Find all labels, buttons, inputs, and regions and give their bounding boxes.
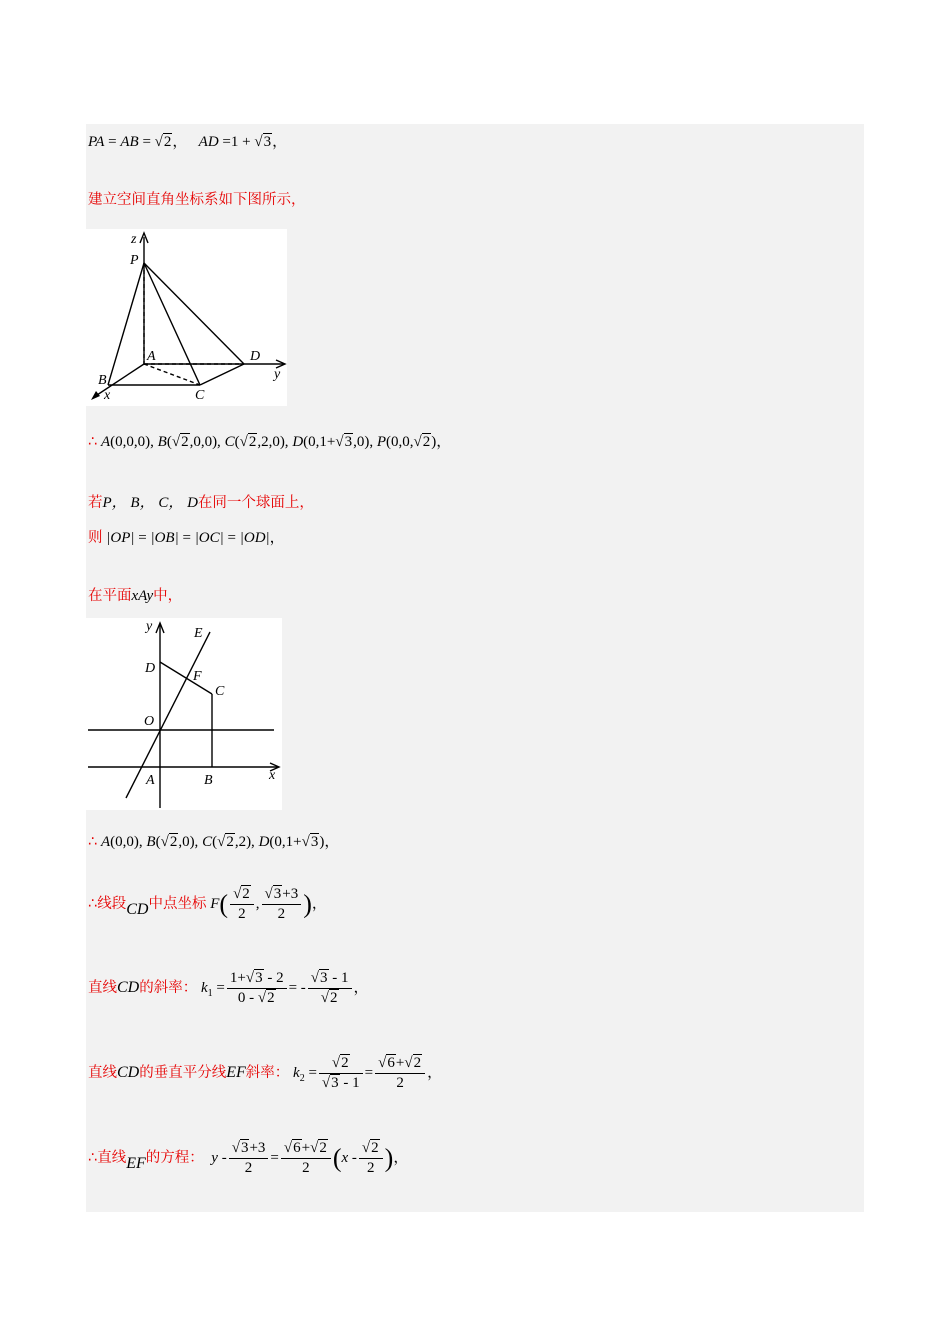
given-lengths: PA = AB = √2， AD =1 + √3， (88, 134, 288, 150)
label-C: C (195, 388, 205, 403)
setup-text: 建立空间直角坐标系如下图所示， (88, 192, 306, 208)
points-2d: ∴ A(0,0), B(√2,0), C(√2,2), D(0,1+√3)， (88, 834, 340, 850)
label-C2: C (215, 684, 225, 699)
slope-ef-line: 直线CD的垂直平分线EF斜率： $k_2$ = $\frac{√2}{√3 - 1}$ = $\frac{√6+√2}{2}$ ， (88, 1055, 443, 1091)
plane-text: 在平面xAy中， (88, 588, 183, 604)
figure-2d-plane (86, 618, 282, 810)
figure-3d-pyramid (86, 229, 287, 406)
label-y2: y (146, 619, 153, 634)
label-D2: D (145, 661, 156, 676)
label-P: P (130, 253, 139, 268)
label-B2: B (204, 773, 213, 788)
label-O: O (144, 714, 155, 729)
label-y: y (274, 367, 281, 382)
label-B: B (98, 373, 107, 388)
label-F: F (193, 669, 202, 684)
sphere-condition: 若P， B， C， D在同一个球面上， (88, 495, 314, 511)
label-E: E (194, 626, 203, 641)
slope-cd-line: 直线CD的斜率： $k_1$ = $\frac{1+√3 - 2}{0 - √2}$ = - $\frac{√3 - 1}{√2}$ ， (88, 970, 369, 1006)
equation-ef-line: ∴直线EF的方程： y - $\frac{√3+3}{2}$ = $\frac{√6+√2}{2}$ (x - $\frac{√2}{2}$ )， (88, 1140, 409, 1176)
label-D: D (250, 349, 261, 364)
midpoint-line: ∴线段CD中点坐标 F( $\frac{√2}{2}$ , $\frac{√3+3}{2}$ )， (88, 886, 327, 922)
label-A: A (147, 349, 156, 364)
label-x: x (104, 388, 111, 403)
equal-distances: 则 |OP| = |OB| = |OC| = |OD|， (88, 530, 285, 546)
label-A2: A (146, 773, 155, 788)
label-x2: x (269, 768, 276, 783)
points-3d: ∴ A(0,0,0), B(√2,0,0), C(√2,2,0), D(0,1+√3,0), P(0,0,√2)， (88, 434, 452, 450)
label-z: z (131, 232, 137, 247)
